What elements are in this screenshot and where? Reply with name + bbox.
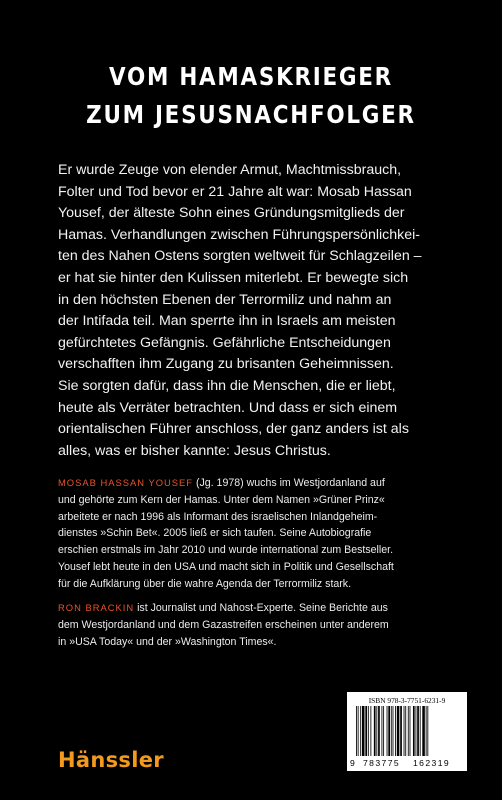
blurb-line: Folter und Tod bevor er 21 Jahre alt war: Mosab Hassan <box>58 183 412 200</box>
coauthor-bio-line: in »USA Today« und der »Washington Times«. <box>58 635 277 648</box>
blurb-line: ten des Nahen Ostens sorgten weltweit für Schlagzeilen – <box>58 248 422 265</box>
author-bio-line: erschien erstmals im Jahr 2010 und wurde international zum Bestseller. <box>58 544 394 557</box>
barcode-digits-left: 783775 <box>363 758 401 768</box>
blurb-line: Hamas. Verhandlungen zwischen Führungspersönlichkei- <box>58 226 420 243</box>
coauthor-name: RON BRACKIN <box>58 602 135 613</box>
coauthor-bio-first-line <box>58 600 468 617</box>
blurb-line: Yousef, der älteste Sohn eines Gründungsmitglieds der <box>58 205 405 222</box>
blurb-line: er hat sie hinter den Kulissen miterlebt. Er bewegte sich <box>58 269 409 286</box>
isbn-label: ISBN 978-3-7751-6231-9 <box>368 696 446 705</box>
author-bio-line: arbeitete er nach 1996 als Informant des israelischen Inlandgeheim- <box>58 510 378 523</box>
blurb-line: gefürchtetes Gefängnis. Gefährliche Entscheidungen <box>58 334 391 351</box>
blurb-line: Er wurde Zeuge von elender Armut, Machtmissbrauch, <box>58 162 402 178</box>
author-bio-line: für die Aufklärung über die wahre Agenda der Terrormiliz stark. <box>58 577 352 590</box>
blurb-line: orientalischen Führer anschloss, der ganz anders ist als <box>58 421 409 438</box>
coauthor-bio-text: ist Journalist und Nahost-Experte. Seine Berichte aus <box>134 602 388 614</box>
barcode-bars <box>356 706 458 760</box>
author-name: MOSAB HASSAN YOUSEF <box>58 477 194 488</box>
barcode-digit-first: 9 <box>350 758 355 768</box>
blurb-line: Sie sorgten dafür, dass ihn die Menschen, die er liebt, <box>58 377 396 394</box>
author-bio <box>58 475 468 593</box>
author-bio-line: und gehörte zum Kern der Hamas. Unter dem Namen »Grüner Prinz« <box>58 493 385 506</box>
author-bio-text: (Jg. 1978) wuchs im Westjordanland auf <box>193 477 385 489</box>
author-bio-line: Yousef lebt heute in den USA und macht sich in Politik und Gesellschaft <box>58 560 394 573</box>
author-bio-line: dienstes »Schin Bet«. 2005 ließ er sich taufen. Seine Autobiografie <box>58 527 372 540</box>
barcode-digits-right: 162319 <box>413 758 451 768</box>
coauthor-bio-line: dem Westjordanland und dem Gazastreifen erscheinen unter anderem <box>58 618 389 631</box>
blurb-line: verschafften ihm Zugang zu brisanten Geheimnissen. <box>58 356 394 373</box>
author-bio-first-line <box>58 475 468 492</box>
blurb-line: in den höchsten Ebenen der Terrormiliz und nahm an <box>58 291 392 308</box>
isbn-barcode <box>347 692 467 771</box>
blurb-line: alles, was er bisher kannte: Jesus Christus. <box>58 442 331 459</box>
publisher-logo: Hänssler <box>58 748 164 772</box>
blurb-line: heute als Verräter betrachten. Und dass er sich einem <box>58 399 398 416</box>
headline-line-1: VOM HAMASKRIEGER <box>109 62 393 91</box>
headline-line-2: ZUM JESUSNACHFOLGER <box>86 100 416 129</box>
blurb-line: der Intifada teil. Man sperrte ihn in Israels am meisten <box>58 313 396 330</box>
coauthor-bio <box>58 600 468 650</box>
blurb-text <box>58 160 464 462</box>
